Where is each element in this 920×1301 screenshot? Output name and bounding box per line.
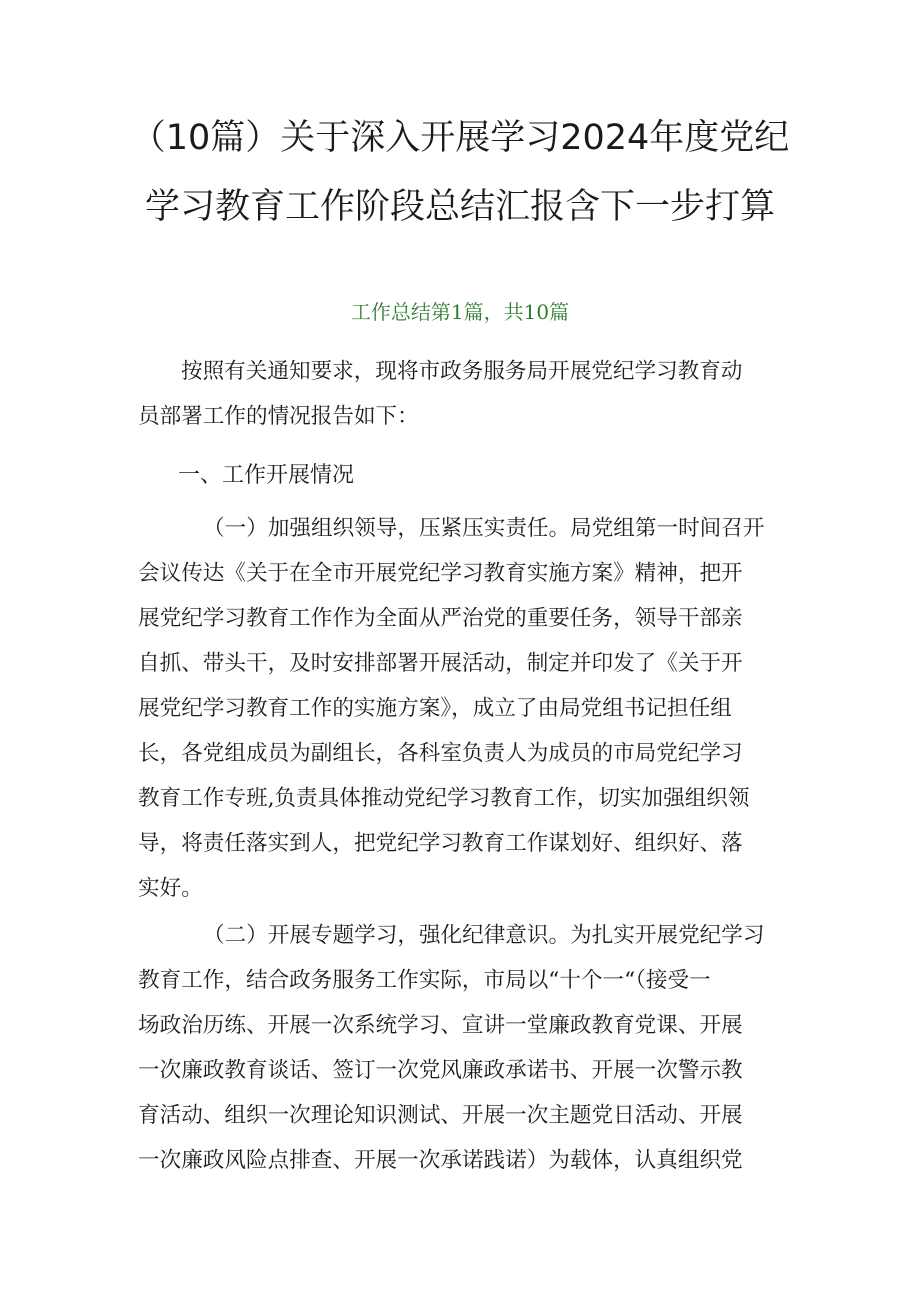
document-subtitle: 工作总结第1篇，共10篇	[350, 300, 570, 324]
intro-line: 员部署工作的情况报告如下：	[138, 404, 419, 429]
paragraph-line: 一次廉政教育谈话、签订一次党风廉政承诺书、开展一次警示教	[138, 1058, 743, 1083]
intro-line: 按照有关通知要求，现将市政务服务局开展党纪学习教育动	[181, 359, 743, 384]
paragraph-line: 一次廉政风险点排查、开展一次承诺践诺）为载体，认真组织党	[138, 1148, 743, 1173]
paragraph-line: 实好。	[138, 876, 203, 901]
paragraph-special-study	[138, 913, 798, 1183]
paragraph-line: 展党纪学习教育工作的实施方案》，成立了由局党组书记担任组	[138, 696, 732, 721]
paragraph-line: 导，将责任落实到人，把党纪学习教育工作谋划好、组织好、落	[138, 831, 743, 856]
paragraph-line: 会议传达《关于在全市开展党纪学习教育实施方案》精神，把开	[138, 561, 743, 586]
paragraph-organization-leadership	[138, 506, 798, 911]
paragraph-line: 展党纪学习教育工作作为全面从严治党的重要任务，领导干部亲	[138, 606, 743, 631]
paragraph-line: 场政治历练、开展一次系统学习、宣讲一堂廉政教育党课、开展	[138, 1013, 743, 1038]
section-heading-work-status: 一、工作开展情况	[178, 463, 355, 488]
paragraph-line: 教育工作，结合政务服务工作实际，市局以“十个一“（接受一	[138, 968, 711, 993]
intro-paragraph	[138, 349, 798, 439]
document-title-line-1: （10篇）关于深入开展学习2024年度党纪	[130, 118, 790, 158]
paragraph-line: 育活动、组织一次理论知识测试、开展一次主题党日活动、开展	[138, 1103, 743, 1128]
document-title-line-2: 学习教育工作阶段总结汇报含下一步打算	[144, 187, 775, 227]
paragraph-line: （一）加强组织领导，压紧压实责任。局党组第一时间召开	[203, 516, 765, 541]
paragraph-line: 长，各党组成员为副组长，各科室负责人为成员的市局党纪学习	[138, 741, 743, 766]
paragraph-line: 教育工作专班,负责具体推动党纪学习教育工作，切实加强组织领	[138, 786, 750, 811]
paragraph-line: （二）开展专题学习，强化纪律意识。为扎实开展党纪学习	[203, 923, 765, 948]
paragraph-line: 自抓、带头干，及时安排部署开展活动，制定并印发了《关于开	[138, 651, 743, 676]
